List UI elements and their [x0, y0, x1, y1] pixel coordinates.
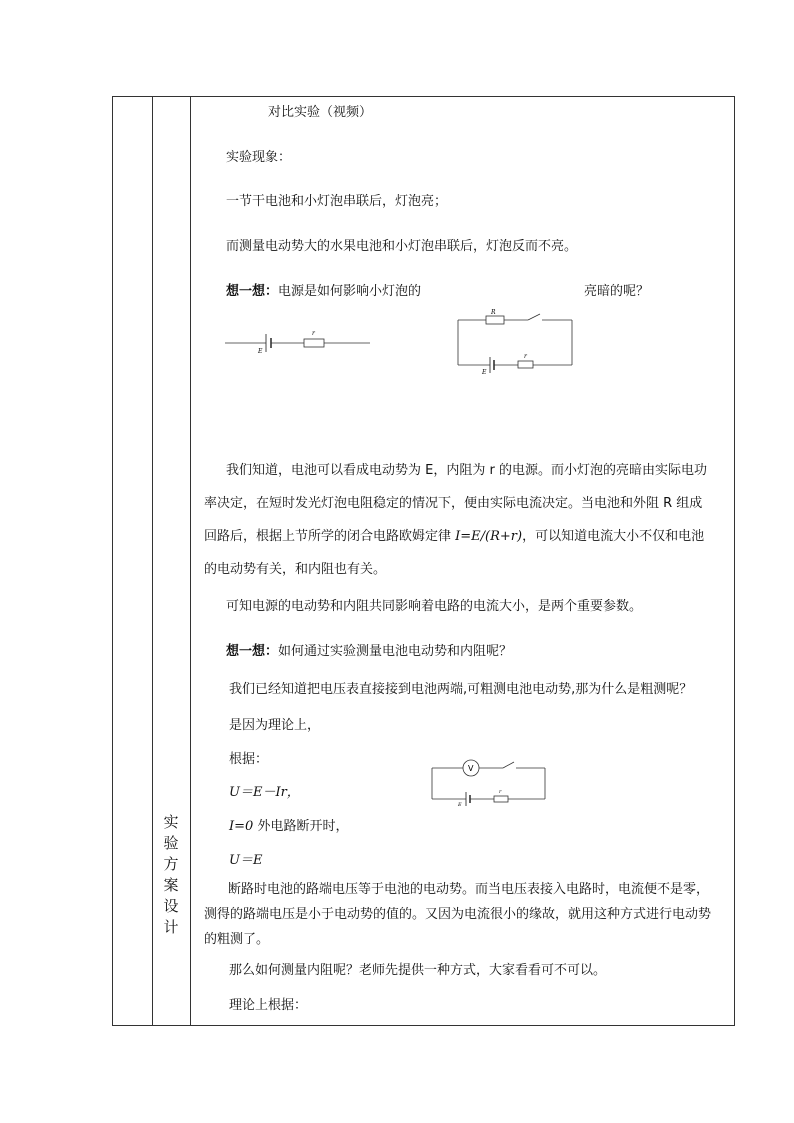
think-question-1-end: 亮暗的呢？	[584, 284, 650, 299]
section-label-char: 验	[163, 834, 179, 852]
column-divider-1	[152, 97, 153, 1025]
equation-2-formula: I=0	[229, 819, 254, 834]
section-label-char: 计	[163, 918, 179, 936]
label-r: r	[312, 330, 315, 337]
section-label-char: 方	[163, 855, 179, 873]
paragraph-rough-measure: 我们已经知道把电压表直接接到电池两端,可粗测电池电动势,那为什么是粗测呢？	[229, 682, 693, 697]
paragraph-theory: 是因为理论上，	[229, 718, 321, 733]
label-r: r	[499, 789, 502, 795]
label-R: R	[491, 309, 496, 316]
paragraph-open-circuit: 断路时电池的路端电压等于电池的电动势。而当电压表接入电路时，电流便不是零，测得的路端电压是小于电动势的值的。又因为电流很小的缘故，就用这种方式进行电动势的粗测了。	[204, 882, 712, 947]
label-r: r	[524, 353, 527, 360]
paragraph-text: 我们知道，电池可以看成电动势为 E，内阻为 r 的电源。而小灯泡的亮暗由实际电功率决定，在短时发光灯泡电阻稳定的情况下，便由实际电流决定。当电池和外阻 R 组成回路后，根据上节所学的闭合电路欧姆定律	[204, 463, 707, 544]
equation-1: U＝E－Ir，	[229, 785, 300, 800]
think-question-2	[226, 643, 512, 661]
section-label-char: 实	[163, 813, 179, 831]
observation-1: 一节干电池和小灯泡串联后，灯泡亮；	[226, 194, 448, 209]
think-label: 想一想：	[226, 284, 279, 299]
label-E: E	[458, 802, 462, 808]
paragraph-parameters: 可知电源的电动势和内阻共同影响着电路的电流大小，是两个重要参数。	[226, 599, 643, 614]
section-label-char: 设	[163, 897, 179, 915]
think-label: 想一想：	[226, 644, 279, 659]
ohms-law-formula: I=E/(R+r)	[455, 529, 523, 544]
paragraph-text: ，可以知道电流大小不仅和电池的电动势有关，和内阻也有关。	[204, 529, 705, 577]
paragraph-internal-resistance: 那么如何测量内阻呢？老师先提供一种方式，大家看看可不可以。	[229, 963, 607, 978]
observation-2: 而测量电动势大的水果电池和小灯泡串联后，灯泡反而不亮。	[226, 239, 578, 254]
equation-3: U＝E	[229, 853, 263, 868]
phenomenon-heading: 实验现象：	[226, 150, 292, 165]
label-E: E	[258, 348, 263, 355]
column-divider-2	[190, 97, 191, 1025]
think-question-1	[226, 283, 421, 301]
voltmeter-circuit-diagram	[428, 756, 550, 808]
label-V: V	[468, 764, 474, 773]
battery-diagram	[222, 322, 374, 358]
label-E: E	[482, 369, 487, 375]
experiment-title: 对比实验（视频）	[268, 105, 373, 120]
think-text: 如何通过实验测量电池电动势和内阻呢？	[278, 644, 513, 659]
section-label	[161, 812, 181, 938]
closed-circuit-diagram	[452, 305, 578, 375]
paragraph-ohms-law	[204, 454, 712, 586]
basis-label: 根据：	[229, 752, 269, 767]
think-text: 电源是如何影响小灯泡的	[278, 284, 422, 299]
section-label-char: 案	[163, 876, 179, 894]
equation-2	[229, 818, 348, 836]
paragraph-theory-basis: 理论上根据：	[229, 998, 308, 1013]
equation-2-text: 外电路断开时，	[253, 819, 349, 834]
